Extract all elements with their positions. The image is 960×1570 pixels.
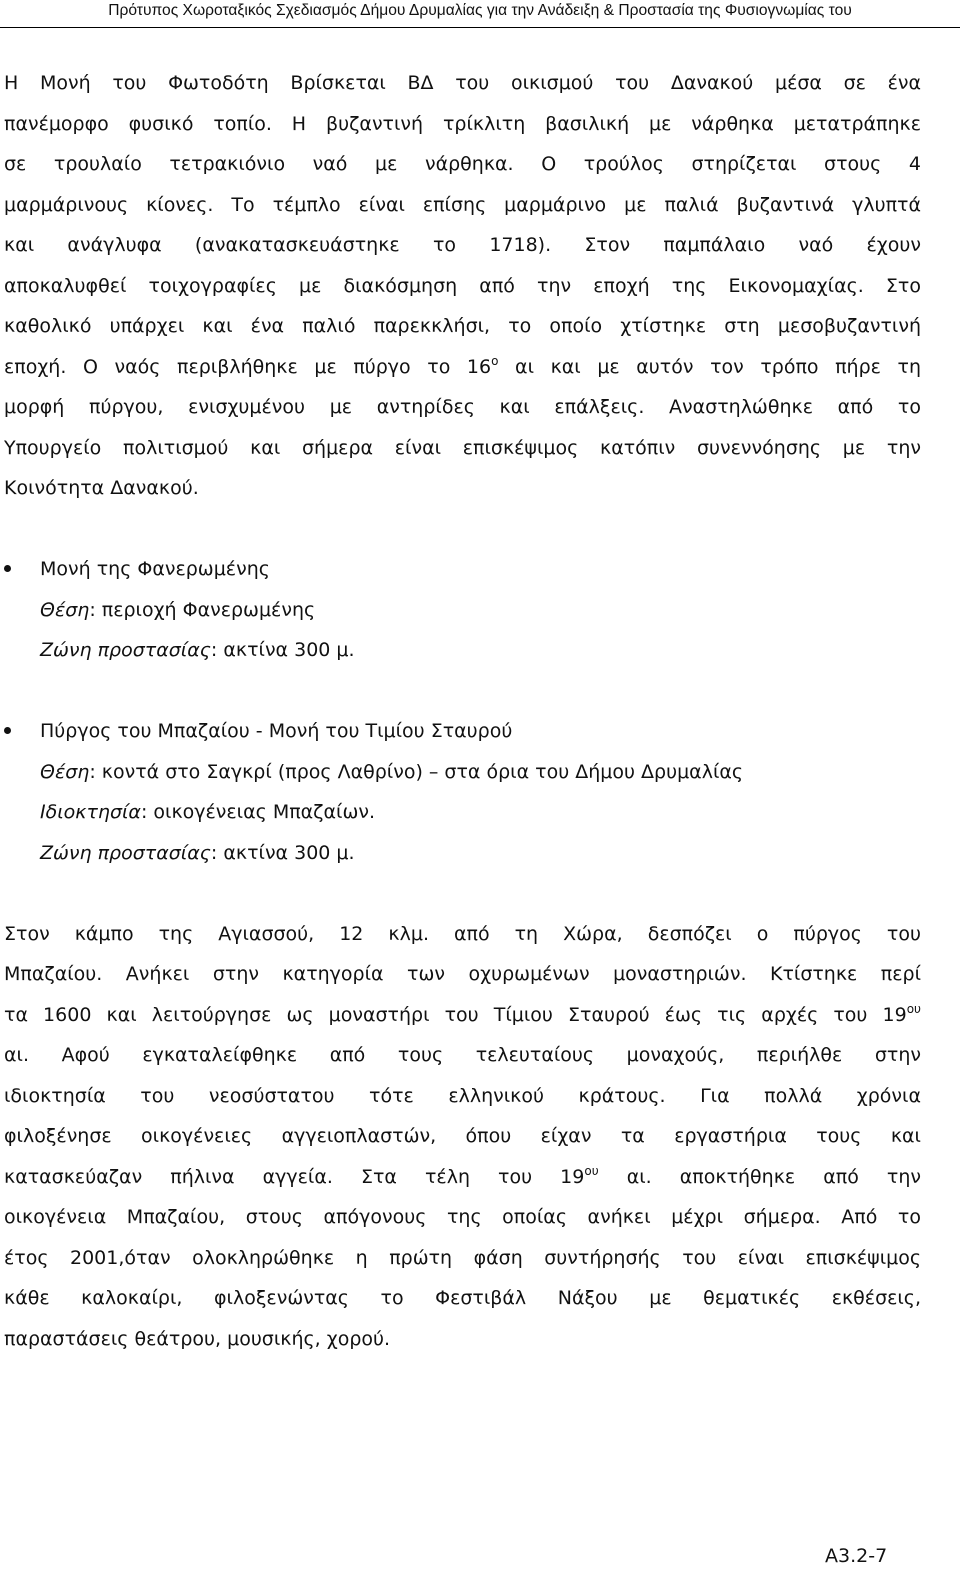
page-number: Α3.2-7 — [825, 1545, 888, 1567]
spacer — [4, 873, 921, 914]
spacer — [4, 509, 921, 550]
text-line: Η Μονή του Φωτοδότη Βρίσκεται ΒΔ του οικισμού του Δανακού μέσα σε ένα — [4, 72, 921, 94]
site-name: Πύργος του Μπαζαίου - Μονή του Τιμίου Σταυρού — [40, 720, 513, 742]
list-item-faneromeni — [4, 549, 921, 671]
header-title: Πρότυπος Χωροταξικός Σχεδιασμός Δήμου Δρυμαλίας για την Ανάδειξη & Προστασία της Φυσιογνωμίας του — [108, 2, 852, 19]
text-line: ιδιοκτησία του νεοσύστατου τότε ελληνικού κράτους. Για πολλά χρόνια — [4, 1084, 921, 1107]
site-location — [40, 752, 921, 793]
paragraph-bazaios-tower — [4, 914, 921, 1360]
text-line: Στον κάμπο της Αγιασσού, 12 κλμ. από τη Χώρα, δεσπόζει ο πύργος του — [4, 922, 921, 945]
site-location — [40, 590, 921, 631]
bullet-icon — [4, 727, 11, 734]
text-run: αι. αποκτήθηκε από την — [598, 1165, 921, 1188]
text-line — [4, 347, 921, 388]
text-line: και ανάγλυφα (ανακατασκευάστηκε το 1718). Στον παμπάλαιο ναό έχουν — [4, 234, 921, 256]
field-label: Θέση — [40, 598, 90, 621]
text-line: παραστάσεις θεάτρου, μουσικής, χορού. — [4, 1327, 391, 1350]
text-run: εποχή. Ο ναός περιβλήθηκε με πύργο το 16 — [4, 355, 492, 378]
text-line: έτος 2001,όταν ολοκληρώθηκε η πρώτη φάση συντήρησής του είναι επισκέψιμος — [4, 1246, 921, 1269]
list-item-bazaios-tower — [4, 711, 921, 873]
header-divider — [0, 27, 960, 28]
superscript: ου — [584, 1163, 599, 1178]
site-name: Μονή της Φανερωμένης — [40, 558, 270, 580]
text-line: οικογένεια Μπαζαίου, στους απόγονους της οποίας ανήκει μέχρι σήμερα. Από το — [4, 1206, 921, 1228]
text-line: σε τρουλαίο τετρακιόνιο ναό με νάρθηκα. Ο τρούλος στηρίζεται στους 4 — [4, 153, 921, 175]
site-protection-zone — [40, 630, 921, 671]
site-protection-zone — [40, 833, 921, 874]
text-line: πανέμορφο φυσικό τοπίο. Η βυζαντινή τρίκλιτη βασιλική με νάρθηκα μετατράπηκε — [4, 112, 921, 135]
spacer — [4, 671, 921, 712]
text-run: αι και με αυτόν τον τρόπο πήρε τη — [498, 355, 921, 378]
field-value: : ακτίνα 300 μ. — [210, 639, 355, 661]
superscript: ου — [906, 1001, 921, 1016]
page-header — [0, 0, 960, 26]
document-body — [4, 63, 921, 1359]
text-line: αποκαλυφθεί τοιχογραφίες με διακόσμηση από την εποχή της Εικονομαχίας. Στο — [4, 274, 921, 297]
text-line: μαρμάρινους κίονες. Το τέμπλο είναι επίσης μαρμάρινο με παλιά βυζαντινά γλυπτά — [4, 193, 921, 216]
field-label: Θέση — [40, 760, 90, 783]
text-run: κατασκεύαζαν πήλινα αγγεία. Στα τέλη του 19 — [4, 1165, 585, 1188]
field-label: Ζώνη προστασίας — [40, 841, 211, 864]
field-label: Ζώνη προστασίας — [40, 639, 211, 661]
text-line: Κοινότητα Δανακού. — [4, 477, 199, 499]
text-line: κάθε καλοκαίρι, φιλοξενώντας το Φεστιβάλ Νάξου με θεματικές εκθέσεις, — [4, 1287, 921, 1309]
text-line — [4, 1157, 921, 1198]
text-line: φιλοξένησε οικογένειες αγγειοπλαστών, όπου είχαν τα εργαστήρια τους και — [4, 1125, 921, 1147]
text-line: καθολικό υπάρχει και ένα παλιό παρεκκλήσι, το οποίο χτίστηκε στη μεσοβυζαντινή — [4, 315, 921, 337]
field-label: Ιδιοκτησία — [40, 801, 141, 823]
bullet-icon — [4, 565, 11, 572]
field-value: : περιοχή Φανερωμένης — [89, 598, 316, 621]
superscript: ο — [491, 353, 499, 368]
text-run: τα 1600 και λειτούργησε ως μοναστήρι του Τίμιου Σταυρού έως τις αρχές του 19 — [4, 1003, 907, 1026]
text-line: Μπαζαίου. Ανήκει στην κατηγορία των οχυρωμένων μοναστηριών. Κτίστηκε περί — [4, 963, 921, 985]
paragraph-fotodotis-monastery — [4, 63, 921, 509]
text-line: μορφή πύργου, ενισχυμένου με αντηρίδες και επάλξεις. Αναστηλώθηκε από το — [4, 396, 921, 418]
text-line — [4, 995, 921, 1036]
field-value: : οικογένειας Μπαζαίων. — [140, 801, 376, 823]
field-value: : ακτίνα 300 μ. — [210, 841, 355, 864]
text-line: αι. Αφού εγκαταλείφθηκε από τους τελευταίους μοναχούς, περιήλθε στην — [4, 1044, 921, 1066]
site-ownership — [40, 792, 921, 833]
text-line: Υπουργείο πολιτισμού και σήμερα είναι επισκέψιμος κατόπιν συνεννόησης με την — [4, 436, 921, 459]
field-value: : κοντά στο Σαγκρί (προς Λαθρίνο) – στα όρια του Δήμου Δρυμαλίας — [89, 760, 744, 783]
